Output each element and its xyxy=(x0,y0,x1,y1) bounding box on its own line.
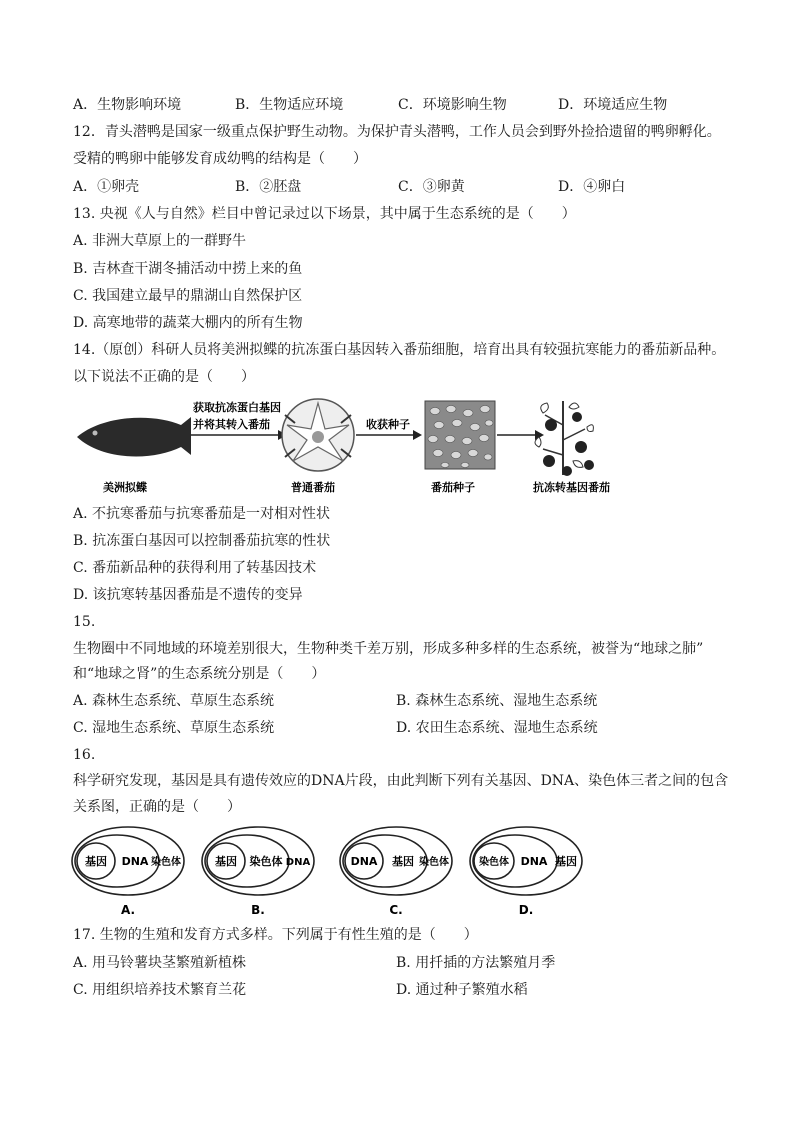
q17-option-b[interactable]: B. 用扦插的方法繁殖月季 xyxy=(396,955,556,971)
seeds-image xyxy=(425,401,495,469)
diagram-d-inner: 染色体 xyxy=(479,857,509,868)
diagram-b-middle: 染色体 xyxy=(249,855,283,868)
diagram-b-letter: B. xyxy=(251,903,265,917)
diagram-a-outer: 染色体 xyxy=(151,857,181,868)
diagram-a-middle: DNA xyxy=(121,855,149,868)
q12-option-a[interactable]: A．①卵壳 xyxy=(73,179,140,195)
q13-option-a[interactable]: A. 非洲大草原上的一群野牛 xyxy=(73,233,247,249)
q12-option-b[interactable]: B．②胚盘 xyxy=(235,179,302,195)
q15-stem-line1: 生物圈中不同地域的环境差别很大，生物种类千差万别，形成多种多样的生态系统，被誉为“地球之肺” xyxy=(73,641,704,657)
arrow-harvest-icon xyxy=(356,430,422,440)
q17-option-d[interactable]: D. 通过种子繁殖水稻 xyxy=(396,982,528,998)
arrow1-label-line1: 获取抗冻蛋白基因 xyxy=(193,401,281,414)
diagram-b-outer: DNA xyxy=(285,857,311,868)
arrow2-label: 收获种子 xyxy=(366,418,410,431)
q14-option-a[interactable]: A. 不抗寒番茄与抗寒番茄是一对相对性状 xyxy=(73,506,331,522)
q14-option-b[interactable]: B. 抗冻蛋白基因可以控制番茄抗寒的性状 xyxy=(73,533,331,549)
q17-option-c[interactable]: C. 用组织培养技术繁育兰花 xyxy=(73,982,247,998)
q11-options xyxy=(73,95,733,115)
q14-stem-line2: 以下说法不正确的是（ ） xyxy=(73,369,255,385)
gene-dna-chromosome-diagrams xyxy=(70,823,590,920)
q15-number: 15. xyxy=(73,614,96,630)
label-tomato: 普通番茄 xyxy=(291,481,335,494)
q15-options-row1 xyxy=(73,691,733,711)
q12-option-d[interactable]: D．④卵白 xyxy=(558,179,626,195)
arrow1-label-line2: 并将其转入番茄 xyxy=(193,418,270,431)
q15-option-a[interactable]: A. 森林生态系统、草原生态系统 xyxy=(73,693,275,709)
q15-option-c[interactable]: C. 湿地生态系统、草原生态系统 xyxy=(73,720,275,736)
q12-option-c[interactable]: C．③卵黄 xyxy=(398,179,465,195)
diagram-b[interactable] xyxy=(202,827,314,917)
q14-option-c[interactable]: C. 番茄新品种的获得利用了转基因技术 xyxy=(73,560,317,576)
q16-stem-line1: 科学研究发现，基因是具有遗传效应的DNA片段，由此判断下列有关基因、DNA、染色体三者之间的包含 xyxy=(73,773,729,789)
q15-option-b[interactable]: B. 森林生态系统、湿地生态系统 xyxy=(396,693,598,709)
q11-option-d[interactable]: D．环境适应生物 xyxy=(558,97,668,113)
q17-options-row1 xyxy=(73,953,733,973)
q11-option-c[interactable]: C．环境影响生物 xyxy=(398,97,507,113)
q15-option-d[interactable]: D. 农田生态系统、湿地生态系统 xyxy=(396,720,598,736)
q12-stem-line2: 受精的鸭卵中能够发育成幼鸭的结构是（ ） xyxy=(73,151,367,167)
arrow-transfer-icon xyxy=(191,430,287,440)
diagram-a-letter: A. xyxy=(120,903,136,917)
flounder-image xyxy=(77,417,191,456)
q15-options-row2 xyxy=(73,718,733,738)
q15-stem-line2: 和“地球之肾”的生态系统分别是（ ） xyxy=(73,666,326,682)
q14-option-d[interactable]: D. 该抗寒转基因番茄是不遗传的变异 xyxy=(73,587,303,603)
diagram-d[interactable] xyxy=(470,827,582,917)
label-plant: 抗冻转基因番茄 xyxy=(533,481,610,494)
q17-options-row2 xyxy=(73,980,733,1000)
q14-stem-line1: 14.（原创）科研人员将美洲拟鲽的抗冻蛋白基因转入番茄细胞，培育出具有较强抗寒能力的番茄新品种。 xyxy=(73,342,726,358)
diagram-d-outer: 基因 xyxy=(555,855,577,868)
label-fish: 美洲拟鲽 xyxy=(103,481,147,494)
diagram-c-outer: 染色体 xyxy=(419,857,449,868)
q13-stem: 13. 央视《人与自然》栏目中曾记录过以下场景，其中属于生态系统的是（ ） xyxy=(73,206,576,222)
q16-number: 16. xyxy=(73,747,96,763)
diagram-c-inner: DNA xyxy=(350,855,378,868)
q13-option-d[interactable]: D. 高寒地带的蔬菜大棚内的所有生物 xyxy=(73,315,303,331)
diagram-d-middle: DNA xyxy=(520,855,548,868)
tomato-plant-image xyxy=(535,401,594,476)
diagram-d-letter: D. xyxy=(518,903,534,917)
q11-option-b[interactable]: B．生物适应环境 xyxy=(235,97,344,113)
q16-stem-line2: 关系图，正确的是（ ） xyxy=(73,799,241,815)
q13-option-c[interactable]: C. 我国建立最早的鼎湖山自然保护区 xyxy=(73,288,303,304)
label-seeds: 番茄种子 xyxy=(431,481,475,494)
transgenic-process-figure xyxy=(73,395,633,500)
q17-stem: 17. 生物的生殖和发育方式多样。下列属于有性生殖的是（ ） xyxy=(73,927,478,943)
q12-stem-line1: 12．青头潜鸭是国家一级重点保护野生动物。为保护青头潜鸭，工作人员会到野外捡拾遗留的鸭卵孵化。 xyxy=(73,124,721,140)
diagram-a-inner: 基因 xyxy=(85,855,107,868)
diagram-c-letter: C. xyxy=(389,903,403,917)
q11-option-a[interactable]: A．生物影响环境 xyxy=(73,97,182,113)
diagram-a[interactable] xyxy=(72,827,184,917)
q17-option-a[interactable]: A. 用马铃薯块茎繁殖新植株 xyxy=(73,955,247,971)
diagram-c[interactable] xyxy=(340,827,452,917)
q13-option-b[interactable]: B. 吉林查干湖冬捕活动中捞上来的鱼 xyxy=(73,261,303,277)
diagram-b-inner: 基因 xyxy=(215,855,237,868)
q12-options xyxy=(73,177,733,197)
tomato-slice-image xyxy=(282,399,354,471)
diagram-c-middle: 基因 xyxy=(392,855,414,868)
